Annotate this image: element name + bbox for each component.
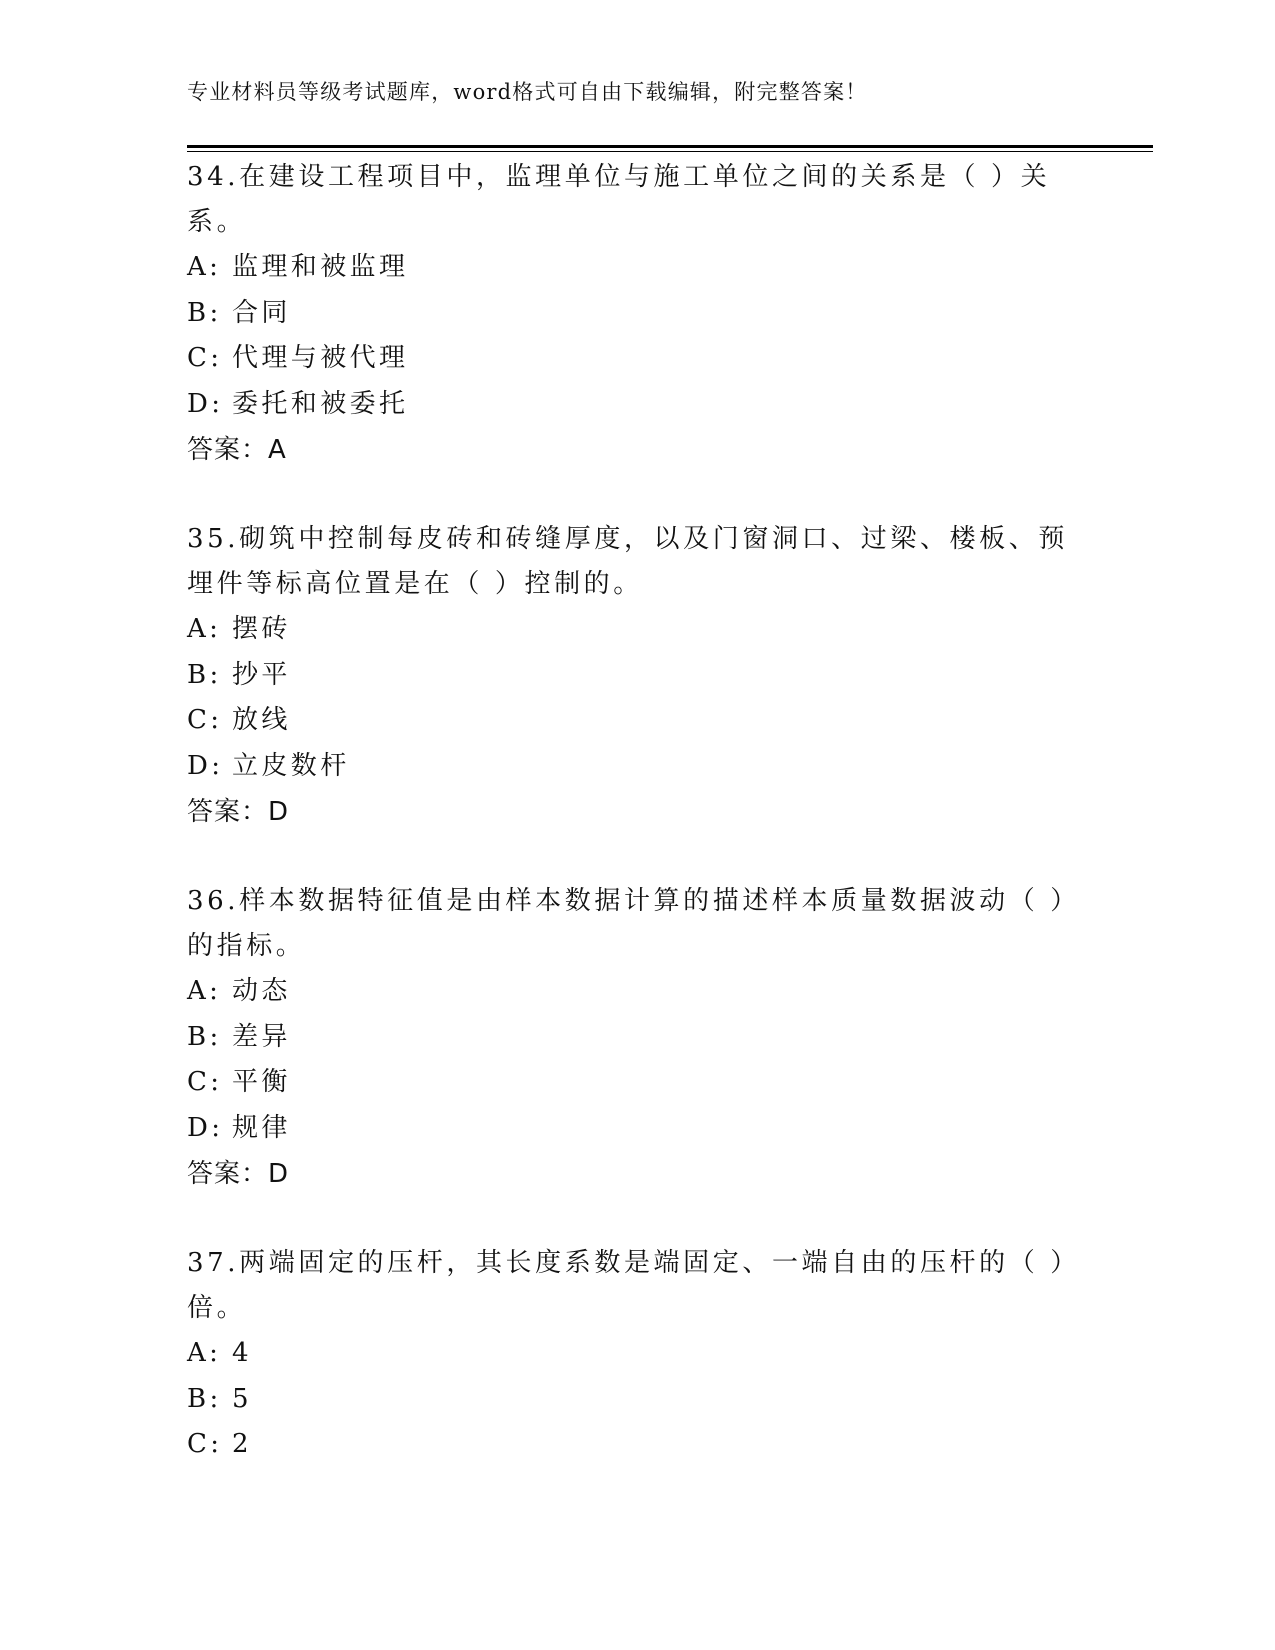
option-text: 5 xyxy=(232,1383,252,1414)
option-text: 4 xyxy=(232,1338,252,1368)
answer-line: 答案：A xyxy=(187,435,287,465)
option-a xyxy=(187,607,1087,653)
option-b xyxy=(187,653,1087,699)
option-key: D: xyxy=(187,1112,224,1143)
question-stem: 34.在建设工程项目中，监理单位与施工单位之间的关系是（ ）关系。 xyxy=(187,162,1051,237)
option-d xyxy=(187,382,1087,428)
option-key: A: xyxy=(187,1338,222,1368)
question-stem: 36.样本数据特征值是由样本数据计算的描述样本质量数据波动（ ）的指标。 xyxy=(187,886,1080,961)
page-header: 专业材料员等级考试题库，word格式可自由下载编辑，附完整答案！ xyxy=(187,80,868,104)
option-c xyxy=(187,1422,1087,1468)
option-text: 立皮数杆 xyxy=(232,750,350,781)
question-35 xyxy=(187,517,1087,835)
option-b xyxy=(187,1377,1087,1423)
option-text: 合同 xyxy=(232,297,291,328)
option-a xyxy=(187,245,1087,291)
option-key: C: xyxy=(187,343,223,373)
option-key: A: xyxy=(187,252,222,282)
option-key: C: xyxy=(187,705,223,735)
option-b xyxy=(187,291,1087,337)
option-text: 代理与被代理 xyxy=(232,343,409,373)
option-text: 摆砖 xyxy=(232,614,291,644)
option-text: 规律 xyxy=(232,1112,291,1143)
option-text: 2 xyxy=(232,1429,252,1459)
option-key: A: xyxy=(187,614,222,644)
question-36 xyxy=(187,879,1087,1197)
option-d xyxy=(187,1106,1087,1152)
option-a xyxy=(187,1331,1087,1377)
option-key: D: xyxy=(187,750,224,781)
option-b xyxy=(187,1015,1087,1061)
option-c xyxy=(187,698,1087,744)
option-key: D: xyxy=(187,388,224,419)
option-key: B: xyxy=(187,1021,222,1052)
option-c xyxy=(187,1060,1087,1106)
option-key: C: xyxy=(187,1067,223,1097)
answer-line: 答案：D xyxy=(187,797,290,827)
question-37 xyxy=(187,1241,1087,1468)
option-key: C: xyxy=(187,1429,223,1459)
option-text: 监理和被监理 xyxy=(232,252,409,282)
option-text: 委托和被委托 xyxy=(232,388,409,419)
answer-line: 答案：D xyxy=(187,1159,290,1189)
option-text: 差异 xyxy=(232,1021,291,1052)
option-d xyxy=(187,744,1087,790)
question-stem: 37.两端固定的压杆，其长度系数是端固定、一端自由的压杆的（ ）倍。 xyxy=(187,1248,1080,1323)
option-key: A: xyxy=(187,976,222,1006)
option-text: 平衡 xyxy=(232,1067,291,1097)
question-list xyxy=(187,155,1087,1512)
option-text: 抄平 xyxy=(232,659,291,690)
option-a xyxy=(187,969,1087,1015)
option-key: B: xyxy=(187,297,222,328)
option-c xyxy=(187,336,1087,382)
option-key: B: xyxy=(187,659,222,690)
header-rule-thick xyxy=(187,145,1153,148)
header-rule-thin xyxy=(187,151,1153,152)
question-34 xyxy=(187,155,1087,473)
option-key: B: xyxy=(187,1383,222,1414)
question-stem: 35.砌筑中控制每皮砖和砖缝厚度，以及门窗洞口、过梁、楼板、预埋件等标高位置是在（ ）控制的。 xyxy=(187,524,1068,599)
option-text: 放线 xyxy=(232,705,291,735)
option-text: 动态 xyxy=(232,976,291,1006)
